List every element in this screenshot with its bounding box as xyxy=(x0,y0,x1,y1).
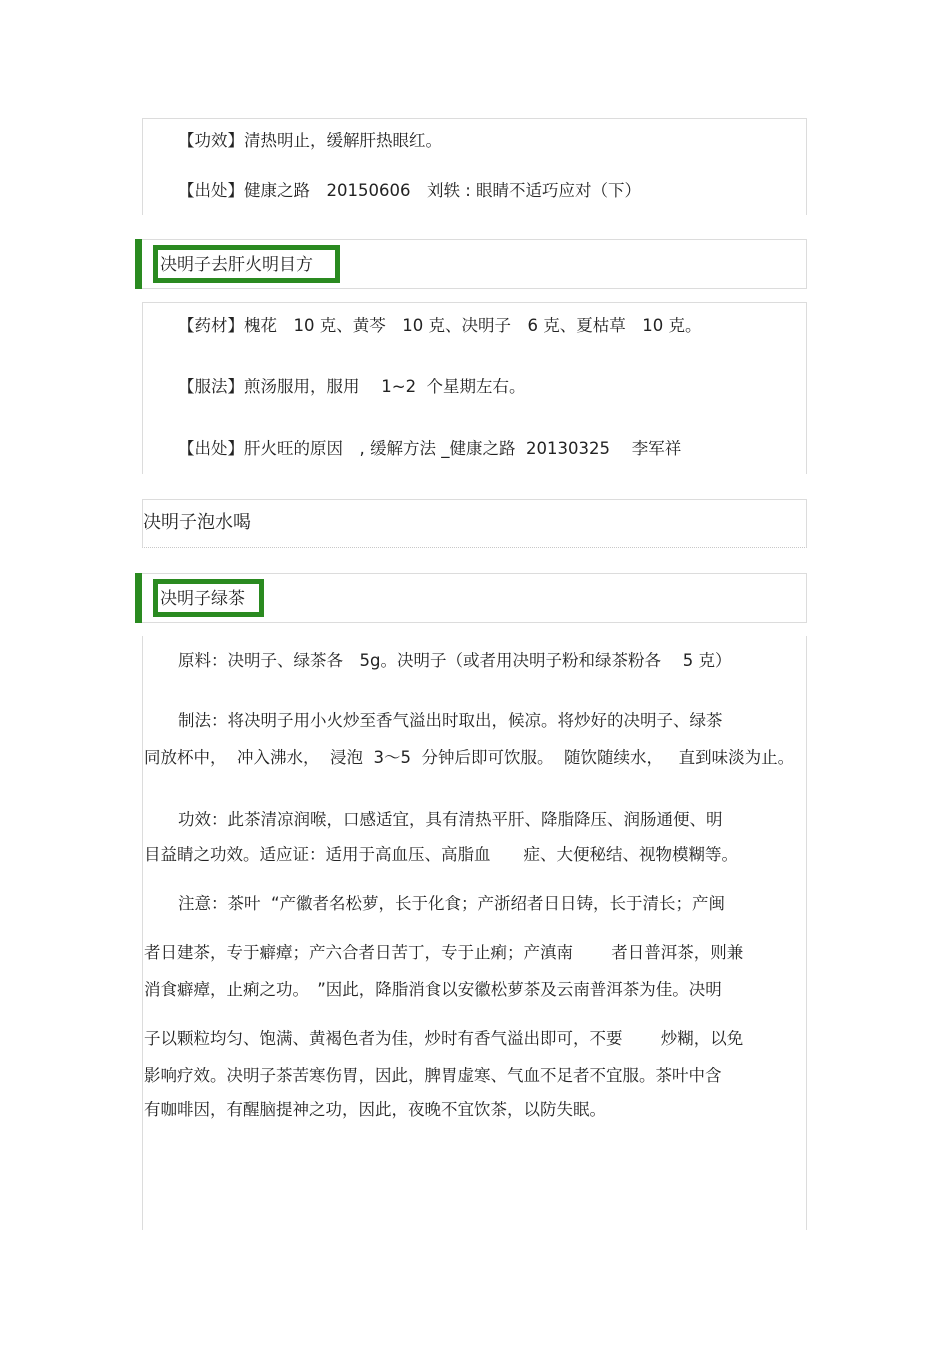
paragraph-line: 功效：此茶清凉润喉，口感适宜，具有清热平肝、降脂降压、润肠通便、明 xyxy=(178,810,723,829)
paragraph-line: 子以颗粒均匀、饱满、黄褐色者为佳，炒时有香气溢出即可，不要 炒糊，以免 xyxy=(144,1029,744,1048)
paragraph-line: 者日建茶，专于癖瘴；产六合者日苦丁，专于止痢；产滇南 者日普洱茶，则兼 xyxy=(144,943,744,962)
source-text: 【出处】肝火旺的原因 , 缓解方法 _健康之路 20130325 李军祥 xyxy=(178,439,682,458)
section-accent-bar xyxy=(135,239,142,289)
paragraph-line: 影响疗效。决明子茶苦寒伤胃，因此，脾胃虚寒、气血不足者不宜服。茶叶中含 xyxy=(144,1066,722,1085)
paragraph-line: 目益睛之功效。适应证：适用于高血压、高脂血 症、大便秘结、视物模糊等。 xyxy=(144,845,738,864)
paragraph-line: 原料：决明子、绿茶各 5g。决明子（或者用决明子粉和绿茶粉各 5 克） xyxy=(178,651,732,670)
paragraph-line: 制法：将决明子用小火炒至香气溢出时取出，候凉。将炒好的决明子、绿茶 xyxy=(178,711,723,730)
paragraph-line: 有咖啡因，有醒脑提神之功，因此，夜晚不宜饮茶，以防失眠。 xyxy=(144,1100,606,1119)
section-title: 决明子去肝火明目方 xyxy=(153,245,340,283)
paragraph-line: 注意：茶叶 “产徽者名松萝，长于化食；产浙绍者日日铸，长于清长；产闽 xyxy=(178,894,726,913)
ingredients-text: 【药材】槐花 10 克、黄芩 10 克、决明子 6 克、夏枯草 10 克。 xyxy=(178,316,702,335)
section-title: 决明子绿茶 xyxy=(153,579,264,617)
paragraph-line: 消食癖瘴，止痢之功。 ”因此，降脂消食以安徽松萝茶及云南普洱茶为佳。决明 xyxy=(144,980,722,999)
source-text: 【出处】健康之路 20150606 刘轶 : 眼睛不适巧应对（下） xyxy=(178,181,642,200)
paragraph-line: 同放杯中， 冲入沸水， 浸泡 3～5 分钟后即可饮服。 随饮随续水， 直到味淡为止。 xyxy=(144,748,795,767)
usage-text: 【服法】煎汤服用，服用 1~2 个星期左右。 xyxy=(178,377,526,396)
section-accent-bar xyxy=(135,573,142,623)
subsection-title: 决明子泡水喝 xyxy=(143,512,251,533)
efficacy-text: 【功效】清热明止，缓解肝热眼红。 xyxy=(178,131,442,150)
